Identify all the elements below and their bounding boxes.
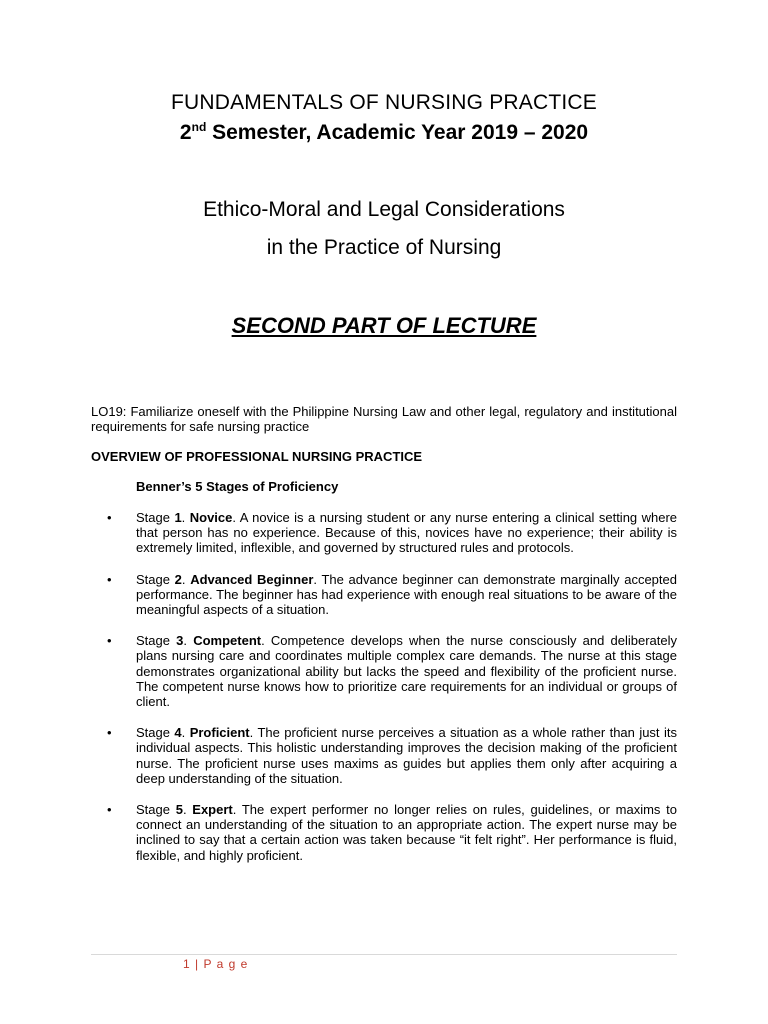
bullet-icon: • bbox=[107, 633, 112, 649]
lecture-heading: SECOND PART OF LECTURE bbox=[231, 313, 537, 338]
stage-item-2: • Stage 2. Advanced Beginner. The advance beginner can demonstrate marginally accepted performance. The beginner has had experience with enough real situations to be aware of the meaningful aspects of a situation. bbox=[107, 571, 677, 618]
semester-text: Semester, Academic Year 2019 – 2020 bbox=[206, 121, 589, 144]
footer-divider bbox=[91, 954, 677, 955]
semester-ordinal-number: 2 bbox=[179, 121, 192, 144]
stage-prefix: Stage bbox=[136, 633, 177, 649]
stage-item-4: • Stage 4. Proficient. The proficient nurse perceives a situation as a whole rather than just its individual aspects. This holistic understanding improves the decision making of the proficient nurse. The proficient nurse uses maxims as guides but applies them only after acquiring a deep understanding of the situation. bbox=[107, 725, 677, 786]
course-title: FUNDAMENTALS OF NURSING PRACTICE bbox=[170, 91, 598, 114]
stage-prefix: Stage bbox=[136, 725, 175, 741]
stage-prefix: Stage bbox=[136, 510, 175, 525]
stage-description: . The expert performer no longer relies on rules, guidelines, or maxims to connect an understanding of the situation to an appropriate action. The expert nurse may be inclined to say that a certain action was taken because “it felt right”. Her performance is fluid, flexible, and highly proficient. bbox=[136, 802, 677, 863]
stage-number: 1 bbox=[174, 510, 182, 525]
page-number: 1 | P a g e bbox=[183, 957, 249, 971]
stage-name: Novice bbox=[189, 510, 233, 525]
topic-title-line-1: Ethico-Moral and Legal Considerations bbox=[203, 198, 565, 221]
semester-line bbox=[0, 121, 768, 145]
stage-prefix: Stage bbox=[136, 571, 175, 587]
bullet-icon: • bbox=[107, 725, 112, 741]
stage-item-3: • Stage 3. Competent. Competence develops when the nurse consciously and deliberately plans nursing care and coordinates multiple complex care demands. The nurse at this stage demonstrates organizational ability but lacks the speed and flexibility of the proficient nurse. The competent nurse knows how to prioritize care requirements for an individual or groups of client. bbox=[107, 633, 678, 710]
stage-description: . The advance beginner can demonstrate marginally accepted performance. The beginner has had experience with enough real situations to be aware of the meaningful aspects of a situation. bbox=[136, 571, 677, 618]
bullet-icon: • bbox=[107, 802, 112, 818]
stage-list bbox=[107, 510, 677, 879]
stage-item-5: • Stage 5. Expert. The expert performer no longer relies on rules, guidelines, or maxims to connect an understanding of the situation to an appropriate action. The expert nurse may be inclined to say that a certain action was taken because “it felt right”. Her performance is fluid, flexible, and highly proficient. bbox=[107, 802, 677, 863]
stage-number: 2 bbox=[174, 571, 182, 587]
stage-name: Advanced Beginner bbox=[190, 571, 314, 587]
benner-heading: Benner’s 5 Stages of Proficiency bbox=[136, 479, 339, 494]
bullet-icon: • bbox=[107, 571, 112, 587]
overview-heading: OVERVIEW OF PROFESSIONAL NURSING PRACTICE bbox=[91, 449, 423, 464]
stage-description: . Competence develops when the nurse consciously and deliberately plans nursing care and coordinates multiple complex care demands. The nurse at this stage demonstrates organizational ability but lacks the speed and flexibility of the proficient nurse. The competent nurse knows how to prioritize care requirements for an individual or groups of client. bbox=[136, 633, 678, 710]
stage-item-1: • Stage 1. Novice. A novice is a nursing student or any nurse entering a clinical setting where that person has no experience. Because of this, novices have no experience; their ability is extremely limited, inflexible, and governed by structured rules and protocols. bbox=[107, 510, 678, 556]
topic-title-line-2: in the Practice of Nursing bbox=[266, 236, 502, 259]
stage-number: 3 bbox=[176, 633, 184, 649]
stage-description: . The proficient nurse perceives a situation as a whole rather than just its individual aspects. This holistic understanding improves the decision making of the proficient nurse. The proficient nurse uses maxims as guides but applies them only after acquiring a deep understanding of the situation. bbox=[136, 725, 677, 786]
stage-number: 5 bbox=[175, 802, 183, 818]
stage-name: Proficient bbox=[189, 725, 250, 741]
stage-prefix: Stage bbox=[136, 802, 176, 818]
learning-objective: LO19: Familiarize oneself with the Philippine Nursing Law and other legal, regulatory and institutional requirements for safe nursing practice bbox=[91, 404, 677, 434]
stage-name: Competent bbox=[193, 633, 262, 649]
semester-ordinal-suffix: nd bbox=[191, 120, 207, 134]
stage-description: . A novice is a nursing student or any nurse entering a clinical setting where that person has no experience. Because of this, novices have no experience; their ability is extremely limited, inflexible, and governed by structured rules and protocols. bbox=[136, 510, 678, 556]
stage-name: Expert bbox=[192, 802, 233, 818]
bullet-icon: • bbox=[107, 510, 112, 525]
stage-number: 4 bbox=[174, 725, 182, 741]
